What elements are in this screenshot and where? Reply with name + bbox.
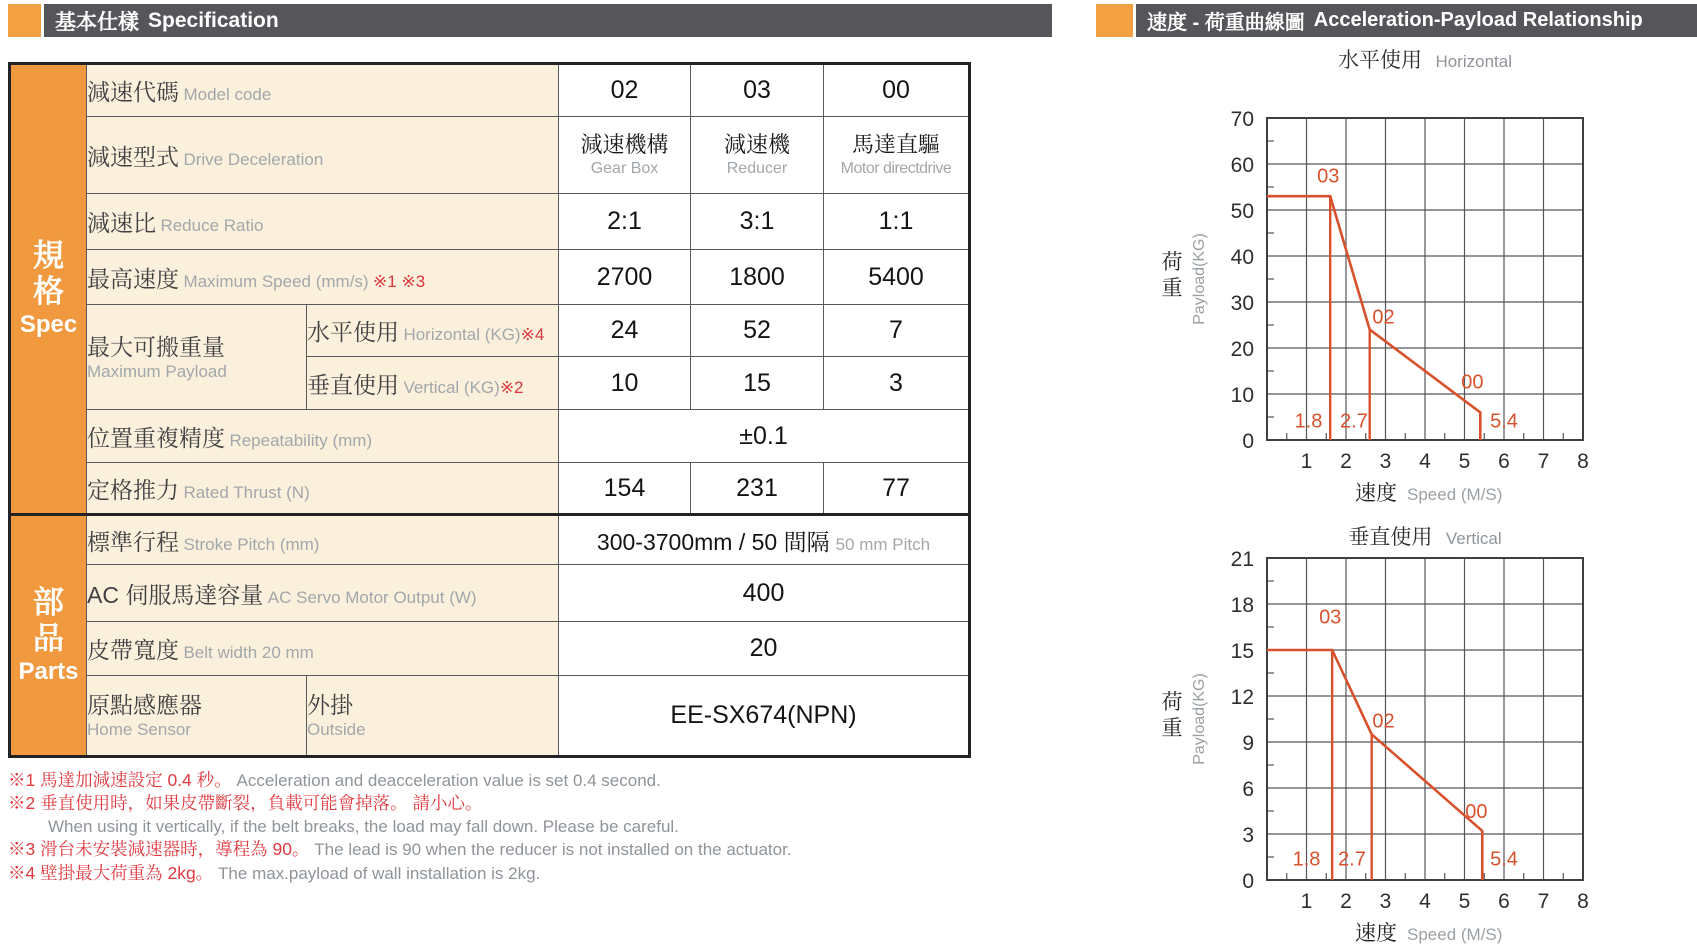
row-label-model-code: 減速代碼 Model code (87, 64, 559, 117)
svg-text:1.8: 1.8 (1294, 410, 1323, 433)
svg-text:1.8: 1.8 (1292, 848, 1321, 871)
value-cell-merged: 300-3700mm / 50 間隔 50 mm Pitch (559, 515, 970, 565)
horizontal-chart-title: 水平使用 Horizontal (1338, 49, 1512, 72)
svg-text:1: 1 (1300, 450, 1313, 473)
value-cell: 24 (559, 305, 691, 357)
svg-text:7: 7 (1537, 890, 1550, 913)
footnote-2: ※2 垂直使用時，如果皮帶斷裂，負載可能會掉落。 請小心。 (8, 793, 483, 814)
footnote-3: ※3 滑台未安裝減速器時，導程為 90。 The lead is 90 when the reducer is not installed on the actuator. (8, 839, 792, 860)
value-cell: 3 (824, 357, 970, 410)
row-label-drive-type: 減速型式 Drive Deceleration (87, 117, 559, 194)
value-cell: 3:1 (691, 194, 824, 250)
table-row-rated-thrust (10, 463, 970, 515)
table-row-belt-width (10, 622, 970, 676)
orange-accent-square (1096, 4, 1133, 37)
value-cell: 03 (691, 64, 824, 117)
value-cell: 77 (824, 463, 970, 515)
svg-text:Payload(KG): Payload(KG) (1191, 673, 1208, 765)
row-label-rated-thrust: 定格推力 Rated Thrust (N) (87, 463, 559, 515)
value-cell: 00 (824, 64, 970, 117)
svg-text:6: 6 (1242, 778, 1254, 801)
value-cell: 2:1 (559, 194, 691, 250)
chart-header-bar (1136, 4, 1697, 37)
chart-header-title-zh: 速度 - 荷重曲線圖 (1147, 12, 1305, 34)
footnote-mark: ※2 (499, 377, 524, 397)
value-cell-merged: EE-SX674(NPN) (559, 676, 970, 757)
value-cell: 10 (559, 357, 691, 410)
svg-text:重: 重 (1161, 277, 1183, 300)
svg-text:速度: 速度 (1355, 922, 1397, 944)
value-cell: 1:1 (824, 194, 970, 250)
row-label-repeatability: 位置重複精度 Repeatability (mm) (87, 410, 559, 463)
svg-text:2.7: 2.7 (1339, 410, 1368, 433)
footnote-4: ※4 壁掛最大荷重為 2kg。 The max.payload of wall installation is 2kg. (8, 862, 541, 883)
svg-text:20: 20 (1230, 338, 1254, 361)
svg-text:70: 70 (1230, 108, 1254, 131)
value-cell: 52 (691, 305, 824, 357)
value-cell-merged: 20 (559, 622, 970, 676)
value-cell: 減速機構 Gear Box (559, 117, 691, 194)
table-row-servo-output (10, 565, 970, 622)
vertical-chart-title: 垂直使用 Vertical (1348, 526, 1502, 549)
value-cell-merged: 400 (559, 565, 970, 622)
table-row-drive-type (10, 117, 970, 194)
svg-text:荷: 荷 (1161, 251, 1183, 274)
footnote-2-english: When using it vertically, if the belt breaks, the load may fall down. Please be careful. (48, 816, 679, 836)
svg-text:2: 2 (1340, 450, 1352, 473)
orange-accent-square (8, 4, 41, 37)
svg-text:5: 5 (1458, 890, 1471, 913)
sub-label-horizontal: 水平使用 Horizontal (KG)※4 (307, 305, 559, 357)
svg-text:03: 03 (1319, 606, 1342, 629)
table-row-model-code (10, 64, 970, 117)
row-label-max-payload: 最大可搬重量 Maximum Payload (87, 305, 307, 410)
spec-header-title-en: Specification (148, 8, 279, 32)
svg-text:03: 03 (1317, 165, 1340, 188)
row-label-servo-output: AC 伺服馬達容量 AC Servo Motor Output (W) (87, 565, 559, 622)
sub-label-vertical: 垂直使用 Vertical (KG)※2 (307, 357, 559, 410)
svg-text:40: 40 (1230, 246, 1254, 269)
svg-text:10: 10 (1230, 384, 1254, 407)
svg-text:00: 00 (1465, 801, 1488, 823)
table-row-reduce-ratio (10, 194, 970, 250)
spec-header-title-zh: 基本仕樣 (55, 10, 139, 34)
svg-text:02: 02 (1372, 306, 1395, 329)
table-row-repeatability (10, 410, 970, 463)
svg-text:1: 1 (1300, 890, 1313, 913)
svg-text:12: 12 (1230, 686, 1254, 709)
svg-text:2: 2 (1340, 890, 1352, 913)
horizontal-usage-chart (1085, 104, 1697, 504)
value-cell: 231 (691, 463, 824, 515)
chart-section-header (1096, 4, 1697, 37)
svg-text:4: 4 (1419, 450, 1431, 473)
svg-text:50: 50 (1230, 200, 1254, 223)
value-cell: 馬達直驅 Motor directdrive (824, 117, 970, 194)
table-row-stroke (10, 515, 970, 565)
row-label-stroke: 標準行程 Stroke Pitch (mm) (87, 515, 559, 565)
svg-text:重: 重 (1161, 717, 1183, 740)
value-cell: 1800 (691, 250, 824, 305)
value-cell: 2700 (559, 250, 691, 305)
svg-text:5.4: 5.4 (1490, 410, 1518, 433)
table-row-max-speed (10, 250, 970, 305)
svg-text:5.4: 5.4 (1490, 848, 1518, 871)
svg-text:0: 0 (1242, 430, 1254, 453)
svg-text:8: 8 (1577, 890, 1589, 913)
spec-section-header (8, 4, 1052, 37)
value-cell: 02 (559, 64, 691, 117)
spec-header-bar (44, 4, 1052, 37)
svg-text:速度: 速度 (1355, 482, 1397, 504)
svg-text:02: 02 (1372, 710, 1395, 733)
svg-text:21: 21 (1230, 548, 1254, 571)
value-cell: 15 (691, 357, 824, 410)
footnote-1: ※1 馬達加減速設定 0.4 秒。 Acceleration and deacceleration value is set 0.4 second. (8, 770, 661, 790)
row-label-home-sensor: 原點感應器 Home Sensor (87, 676, 307, 757)
footnote-mark: ※1 ※3 (373, 271, 426, 291)
sub-label-outside: 外掛 Outside (307, 676, 559, 757)
svg-text:7: 7 (1537, 450, 1550, 473)
row-label-max-speed: 最高速度 Maximum Speed (mm/s) ※1 ※3 (87, 250, 559, 305)
svg-text:4: 4 (1419, 890, 1431, 913)
svg-text:0: 0 (1242, 870, 1254, 893)
svg-text:2.7: 2.7 (1338, 848, 1366, 871)
svg-text:15: 15 (1230, 640, 1254, 663)
section-label-spec: 規 格 Spec (10, 64, 87, 515)
svg-text:60: 60 (1230, 154, 1254, 177)
svg-text:18: 18 (1230, 594, 1254, 617)
value-cell: 減速機 Reducer (691, 117, 824, 194)
svg-text:00: 00 (1461, 371, 1484, 394)
svg-text:9: 9 (1242, 732, 1254, 755)
svg-text:3: 3 (1242, 824, 1254, 847)
table-row-payload-horizontal (10, 305, 970, 357)
svg-text:30: 30 (1230, 292, 1254, 315)
footnote-mark: ※4 (520, 325, 545, 344)
footnotes (8, 769, 792, 885)
value-cell-merged: ±0.1 (559, 410, 970, 463)
chart-header-title-en: Acceleration-Payload Relationship (1313, 9, 1643, 31)
svg-text:Speed (M/S): Speed (M/S) (1407, 925, 1503, 944)
table-row-home-sensor (10, 676, 970, 757)
row-label-reduce-ratio: 減速比 Reduce Ratio (87, 194, 559, 250)
svg-text:3: 3 (1379, 890, 1392, 913)
section-label-parts: 部 品 Parts (10, 515, 87, 757)
vertical-usage-chart (1085, 544, 1697, 944)
svg-text:Payload(KG): Payload(KG) (1191, 233, 1208, 325)
svg-text:荷: 荷 (1161, 691, 1183, 714)
svg-text:6: 6 (1498, 450, 1510, 473)
spec-table (8, 62, 971, 758)
value-cell: 7 (824, 305, 970, 357)
value-cell: 5400 (824, 250, 970, 305)
svg-text:8: 8 (1577, 450, 1589, 473)
svg-text:5: 5 (1458, 450, 1471, 473)
row-label-belt-width: 皮帶寬度 Belt width 20 mm (87, 622, 559, 676)
value-cell: 154 (559, 463, 691, 515)
svg-text:6: 6 (1498, 890, 1510, 913)
svg-text:3: 3 (1379, 450, 1392, 473)
svg-text:Speed (M/S): Speed (M/S) (1407, 485, 1503, 504)
